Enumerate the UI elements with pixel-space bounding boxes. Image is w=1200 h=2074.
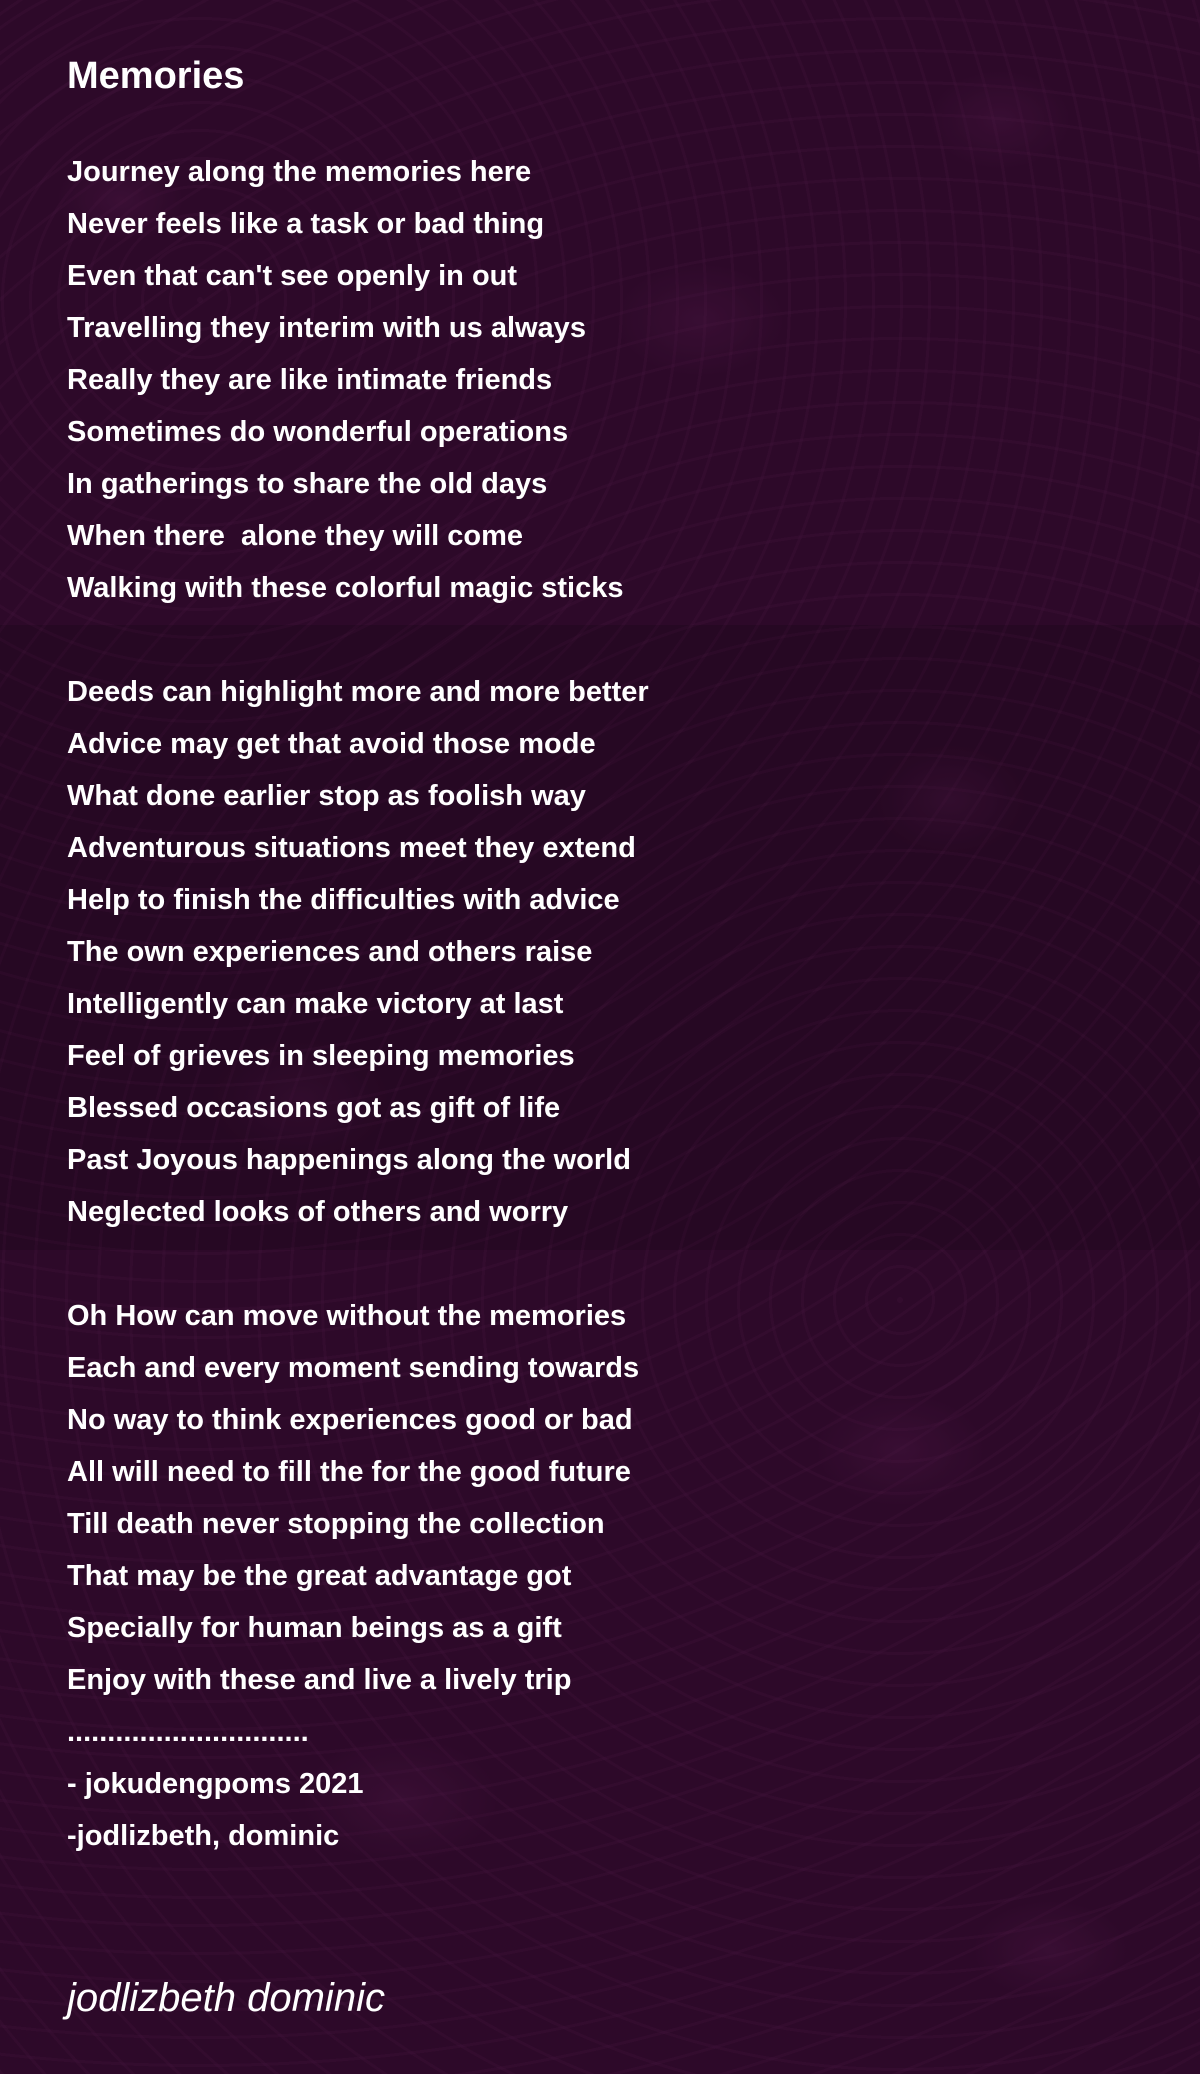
poem-line: Sometimes do wonderful operations: [67, 416, 569, 448]
poem-title: Memories: [67, 55, 245, 97]
poem-line: Never feels like a task or bad thing: [67, 208, 545, 240]
poem-line: Enjoy with these and live a lively trip: [67, 1664, 572, 1696]
poem-line: Travelling they interim with us always: [67, 312, 586, 344]
poem-line: What done earlier stop as foolish way: [67, 780, 586, 812]
poem-line: -jodlizbeth, dominic: [67, 1820, 340, 1852]
poem-line: The own experiences and others raise: [67, 936, 593, 968]
poem-line: No way to think experiences good or bad: [67, 1404, 633, 1436]
poem-author: jodlizbeth dominic: [67, 1976, 385, 2020]
poem-line: Journey along the memories here: [67, 156, 532, 188]
poem-container: [67, 52, 1127, 1862]
poem-line: Feel of grieves in sleeping memories: [67, 1040, 575, 1072]
poem-stanza: [67, 1290, 1127, 1862]
poem-body: [67, 146, 1127, 1862]
poem-line: Intelligently can make victory at last: [67, 988, 564, 1020]
poem-line: Even that can't see openly in out: [67, 260, 518, 292]
poem-line: Advice may get that avoid those mode: [67, 728, 596, 760]
poem-line: When there alone they will come: [67, 520, 524, 552]
poem-stanza: [67, 666, 1127, 1238]
poem-line: In gatherings to share the old days: [67, 468, 548, 500]
poem-line: Oh How can move without the memories: [67, 1300, 627, 1332]
poem-line: Each and every moment sending towards: [67, 1352, 640, 1384]
poem-line: - jokudengpoms 2021: [67, 1768, 364, 1800]
poem-line: Adventurous situations meet they extend: [67, 832, 636, 864]
poem-line: Blessed occasions got as gift of life: [67, 1092, 561, 1124]
poem-line: Walking with these colorful magic sticks: [67, 572, 624, 604]
poem-line: Neglected looks of others and worry: [67, 1196, 569, 1228]
poem-line: ..............................: [67, 1716, 309, 1748]
poem-line: That may be the great advantage got: [67, 1560, 572, 1592]
poem-line: Specially for human beings as a gift: [67, 1612, 562, 1644]
poem-line: Past Joyous happenings along the world: [67, 1144, 631, 1176]
poem-line: Help to finish the difficulties with advice: [67, 884, 620, 916]
poem-stanza: [67, 146, 1127, 614]
poem-line: Deeds can highlight more and more better: [67, 676, 649, 708]
poem-line: Till death never stopping the collection: [67, 1508, 605, 1540]
poem-line: All will need to fill the for the good future: [67, 1456, 631, 1488]
poem-line: Really they are like intimate friends: [67, 364, 553, 396]
